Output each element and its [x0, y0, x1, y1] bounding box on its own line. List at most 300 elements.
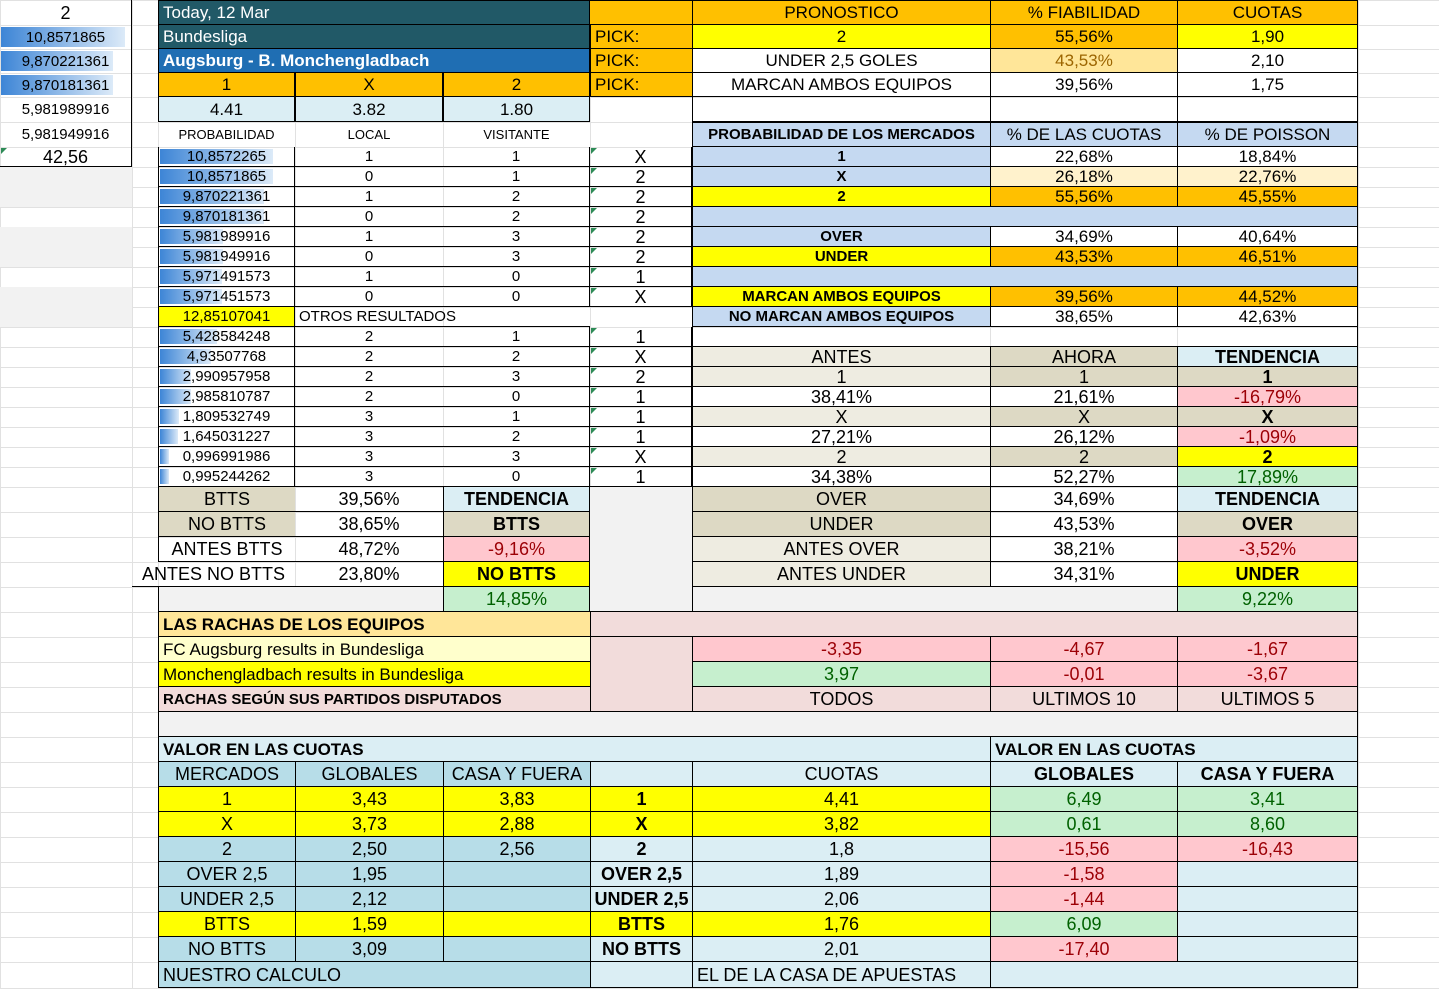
- prob-value[interactable]: [158, 327, 295, 347]
- tendencia-value[interactable]: [1177, 467, 1358, 487]
- prob-visitante[interactable]: [443, 387, 590, 407]
- valor-casa-fuera[interactable]: [443, 862, 590, 887]
- prob-result[interactable]: [590, 447, 692, 467]
- prob-visitante[interactable]: [443, 267, 590, 287]
- valor-mercado[interactable]: [158, 887, 295, 912]
- market-label[interactable]: [692, 307, 990, 327]
- ou-over-value[interactable]: [990, 487, 1177, 512]
- prob-result-text: X: [634, 447, 647, 467]
- valor-mercado[interactable]: [158, 787, 295, 812]
- empty-cell[interactable]: [692, 267, 1358, 287]
- empty-cell[interactable]: [443, 0, 590, 25]
- left-col-cell[interactable]: [0, 25, 132, 49]
- valor-global-pct[interactable]: [990, 912, 1177, 937]
- ou-under-value[interactable]: [990, 512, 1177, 537]
- nobtts-tendencia-value[interactable]: [443, 587, 590, 612]
- btts-tendencia-value[interactable]: [443, 537, 590, 562]
- btts-value[interactable]: [295, 487, 443, 512]
- data-bar: [160, 429, 178, 444]
- green-triangle-icon: [591, 148, 597, 154]
- valor-title-right[interactable]: [990, 737, 1358, 762]
- valor-global[interactable]: [295, 837, 443, 862]
- prob-visitante-text: 2: [511, 428, 521, 445]
- rachas-footer[interactable]: [158, 687, 590, 712]
- market-poisson[interactable]: [1177, 187, 1358, 207]
- valor-mercado[interactable]: [158, 862, 295, 887]
- prob-local[interactable]: [295, 227, 443, 247]
- empty-cell[interactable]: [590, 0, 692, 25]
- tendencia-value[interactable]: [1177, 427, 1358, 447]
- valor-global[interactable]: [295, 887, 443, 912]
- antes-btts-label-text: ANTES BTTS: [171, 539, 283, 559]
- market-poisson-text: 42,63%: [1238, 307, 1297, 326]
- market-cuotas[interactable]: [990, 227, 1177, 247]
- market-poisson[interactable]: [1177, 307, 1358, 327]
- markets-head[interactable]: [1177, 122, 1358, 147]
- valor-global-pct-text: -17,40: [1058, 939, 1110, 959]
- prob-local[interactable]: [295, 387, 443, 407]
- rachas-col-label[interactable]: [1177, 687, 1358, 712]
- odds-value[interactable]: [295, 97, 443, 122]
- header-match[interactable]: [158, 49, 590, 73]
- data-bar: [160, 409, 179, 424]
- valor-global-pct[interactable]: [990, 862, 1177, 887]
- prob-visitante[interactable]: [443, 227, 590, 247]
- valor-casa-fuera-pct[interactable]: [1177, 837, 1358, 862]
- rachas-team1-value[interactable]: [1177, 637, 1358, 662]
- prob-visitante-text: 1: [511, 328, 521, 345]
- prob-value[interactable]: [158, 307, 295, 327]
- prob-head[interactable]: [158, 122, 295, 147]
- ahora-value-text: 26,12%: [1053, 427, 1115, 447]
- prob-result[interactable]: [590, 407, 692, 427]
- prob-visitante[interactable]: [443, 287, 590, 307]
- valor-mercado-casa[interactable]: [590, 787, 692, 812]
- prob-visitante[interactable]: [443, 407, 590, 427]
- prob-result[interactable]: [590, 147, 692, 167]
- valor-global[interactable]: [295, 862, 443, 887]
- valor-cuota[interactable]: [692, 912, 990, 937]
- prob-value[interactable]: [158, 407, 295, 427]
- data-bar: [160, 449, 169, 464]
- antes-btts-label[interactable]: [158, 537, 295, 562]
- ou-over-label-text: OVER: [815, 489, 867, 509]
- valor-global-text: 3,09: [351, 939, 388, 959]
- empty-cell[interactable]: [1177, 97, 1358, 122]
- prob-local[interactable]: [295, 407, 443, 427]
- ahora-value[interactable]: [990, 447, 1177, 467]
- tendencia-value[interactable]: [1177, 447, 1358, 467]
- prob-value[interactable]: [158, 207, 295, 227]
- empty-cell[interactable]: [990, 962, 1358, 988]
- ou-antes-under-value[interactable]: [990, 562, 1177, 587]
- prob-value[interactable]: [158, 147, 295, 167]
- tendencia-value-text: 17,89%: [1236, 467, 1299, 487]
- antes-value-text: X: [835, 407, 848, 427]
- prob-result[interactable]: [590, 347, 692, 367]
- ahora-value[interactable]: [990, 427, 1177, 447]
- left-col-cell[interactable]: [0, 73, 132, 97]
- market-label[interactable]: [692, 187, 990, 207]
- odds-label[interactable]: [158, 73, 295, 97]
- ahora-value-text: 2: [1078, 447, 1089, 467]
- prob-local[interactable]: [295, 167, 443, 187]
- ahora-value[interactable]: [990, 407, 1177, 427]
- prob-local[interactable]: [295, 207, 443, 227]
- antes-head[interactable]: [692, 347, 990, 367]
- valor-casa-fuera-pct[interactable]: [1177, 862, 1358, 887]
- antes-value[interactable]: [692, 367, 990, 387]
- ou-under-label-text: UNDER: [809, 514, 874, 534]
- ahora-value[interactable]: [990, 387, 1177, 407]
- ou-under-label[interactable]: [692, 512, 990, 537]
- valor-title-right-text: VALOR EN LAS CUOTAS: [995, 739, 1196, 759]
- rachas-team2[interactable]: [158, 662, 590, 687]
- antes-nobtts-label[interactable]: [132, 562, 295, 587]
- valor-cuota-text: 4,41: [823, 789, 860, 809]
- ou-tendencia-over[interactable]: [1177, 512, 1358, 537]
- market-label[interactable]: [692, 287, 990, 307]
- btts-label[interactable]: [158, 487, 295, 512]
- prob-value[interactable]: [158, 347, 295, 367]
- prob-local-text: 3: [364, 408, 374, 425]
- rachas-title[interactable]: [158, 612, 590, 637]
- valor-cuota[interactable]: [692, 812, 990, 837]
- prob-local[interactable]: [295, 267, 443, 287]
- nobtts-label[interactable]: [158, 512, 295, 537]
- empty-cell[interactable]: [590, 612, 1358, 637]
- antes-value[interactable]: [692, 467, 990, 487]
- antes-head[interactable]: [1177, 347, 1358, 367]
- tendencia-value[interactable]: [1177, 407, 1358, 427]
- pick-fiabilidad[interactable]: [990, 73, 1177, 97]
- empty-cell[interactable]: [692, 327, 1358, 347]
- valor-casa-fuera-pct[interactable]: [1177, 887, 1358, 912]
- prob-visitante[interactable]: [443, 187, 590, 207]
- market-poisson[interactable]: [1177, 227, 1358, 247]
- pick-cuota[interactable]: [1177, 25, 1358, 49]
- valor-head[interactable]: [158, 762, 295, 787]
- empty-cell[interactable]: [295, 0, 443, 25]
- prob-local[interactable]: [295, 327, 443, 347]
- ou-over-label[interactable]: [692, 487, 990, 512]
- tendencia-value[interactable]: [1177, 387, 1358, 407]
- prob-local[interactable]: [295, 187, 443, 207]
- valor-casa-fuera[interactable]: [443, 837, 590, 862]
- prob-result-text: 2: [635, 207, 646, 227]
- valor-mercado-casa[interactable]: [590, 912, 692, 937]
- pick-value[interactable]: [692, 25, 990, 49]
- market-poisson[interactable]: [1177, 167, 1358, 187]
- empty-cell[interactable]: [590, 962, 692, 988]
- prob-visitante[interactable]: [443, 327, 590, 347]
- prob-result[interactable]: [590, 187, 692, 207]
- valor-global-pct[interactable]: [990, 837, 1177, 862]
- market-cuotas[interactable]: [990, 247, 1177, 267]
- prob-visitante[interactable]: [443, 467, 590, 487]
- prob-visitante[interactable]: [443, 247, 590, 267]
- prob-local[interactable]: [295, 447, 443, 467]
- prob-result[interactable]: [590, 327, 692, 347]
- valor-mercado-text: X: [220, 814, 233, 834]
- valor-cuota-text: 1,76: [823, 914, 860, 934]
- nobtts-value[interactable]: [295, 512, 443, 537]
- empty-cell[interactable]: [0, 167, 132, 207]
- valor-global[interactable]: [295, 912, 443, 937]
- valor-casa-fuera[interactable]: [443, 812, 590, 837]
- pick-value[interactable]: [692, 49, 990, 73]
- prob-value[interactable]: [158, 247, 295, 267]
- prob-visitante[interactable]: [443, 447, 590, 467]
- valor-global-pct[interactable]: [990, 937, 1177, 962]
- antes-value[interactable]: [692, 447, 990, 467]
- valor-casa-fuera-pct[interactable]: [1177, 912, 1358, 937]
- pick-cuota[interactable]: [1177, 49, 1358, 73]
- valor-mercado-casa[interactable]: [590, 837, 692, 862]
- antes-value[interactable]: [692, 387, 990, 407]
- market-label[interactable]: [692, 247, 990, 267]
- tendencia-value[interactable]: [1177, 367, 1358, 387]
- valor-mercado-casa[interactable]: [590, 862, 692, 887]
- btts-value-text: 39,56%: [338, 489, 400, 509]
- prob-value[interactable]: [158, 167, 295, 187]
- pick-label[interactable]: [590, 49, 692, 73]
- valor-cuota[interactable]: [692, 862, 990, 887]
- left-col-cell[interactable]: [0, 97, 132, 122]
- prob-result-text: 2: [635, 187, 646, 207]
- prob-local[interactable]: [295, 147, 443, 167]
- header-league[interactable]: [158, 25, 590, 49]
- rachas-team2-value[interactable]: [990, 662, 1177, 687]
- empty-cell[interactable]: [590, 487, 692, 612]
- prob-local-text: 0: [364, 168, 374, 185]
- valor-title-left[interactable]: [158, 737, 990, 762]
- valor-footer-mid[interactable]: [692, 962, 990, 988]
- ou-antes-over-label[interactable]: [692, 537, 990, 562]
- prob-result[interactable]: [590, 207, 692, 227]
- prob-visitante[interactable]: [443, 427, 590, 447]
- antes-head[interactable]: [990, 347, 1177, 367]
- odds-value[interactable]: [443, 97, 590, 122]
- prob-visitante[interactable]: [443, 347, 590, 367]
- prob-value[interactable]: [158, 427, 295, 447]
- valor-casa-fuera[interactable]: [443, 787, 590, 812]
- valor-global[interactable]: [295, 937, 443, 962]
- odds-label[interactable]: [443, 73, 590, 97]
- valor-global-pct[interactable]: [990, 787, 1177, 812]
- prob-value[interactable]: [158, 387, 295, 407]
- header-date[interactable]: [158, 0, 295, 25]
- market-label[interactable]: [692, 167, 990, 187]
- prob-value[interactable]: [158, 447, 295, 467]
- valor-global-pct[interactable]: [990, 812, 1177, 837]
- rachas-team1-value[interactable]: [990, 637, 1177, 662]
- market-poisson[interactable]: [1177, 247, 1358, 267]
- valor-casa-fuera[interactable]: [443, 912, 590, 937]
- valor-casa-fuera-pct[interactable]: [1177, 812, 1358, 837]
- odds-label[interactable]: [295, 73, 443, 97]
- prob-value[interactable]: [158, 267, 295, 287]
- valor-casa-fuera-pct[interactable]: [1177, 937, 1358, 962]
- prob-local[interactable]: [295, 427, 443, 447]
- valor-mercado[interactable]: [158, 937, 295, 962]
- prob-visitante-text: 1: [511, 148, 521, 165]
- rachas-team2-value[interactable]: [692, 662, 990, 687]
- valor-head-text: CASA Y FUERA: [1200, 764, 1335, 784]
- valor-cuota[interactable]: [692, 837, 990, 862]
- empty-cell[interactable]: [158, 712, 1358, 737]
- valor-cuota[interactable]: [692, 887, 990, 912]
- pick-label[interactable]: [590, 73, 692, 97]
- ou-antes-over-value[interactable]: [990, 537, 1177, 562]
- prob-value-text: 1,809532749: [182, 408, 271, 425]
- prob-value[interactable]: [158, 467, 295, 487]
- prob-local[interactable]: [295, 367, 443, 387]
- valor-mercado-casa[interactable]: [590, 887, 692, 912]
- left-col-cell[interactable]: [0, 49, 132, 73]
- btts-tendencia-head[interactable]: [443, 487, 590, 512]
- prob-value[interactable]: [158, 187, 295, 207]
- empty-cell[interactable]: [590, 637, 692, 712]
- rachas-team2-value[interactable]: [1177, 662, 1358, 687]
- empty-cell[interactable]: [990, 97, 1177, 122]
- valor-mercado-casa[interactable]: [590, 937, 692, 962]
- empty-cell[interactable]: [692, 97, 990, 122]
- prob-value-text: 10,8571865: [186, 168, 267, 185]
- market-cuotas[interactable]: [990, 287, 1177, 307]
- valor-casa-fuera[interactable]: [443, 887, 590, 912]
- ahora-value[interactable]: [990, 367, 1177, 387]
- ou-tendencia-value[interactable]: [1177, 537, 1358, 562]
- picks-head[interactable]: [990, 0, 1177, 25]
- pick-label-text: PICK:: [595, 51, 640, 70]
- market-cuotas[interactable]: [990, 147, 1177, 167]
- antes-btts-value[interactable]: [295, 537, 443, 562]
- market-poisson[interactable]: [1177, 147, 1358, 167]
- prob-value[interactable]: [158, 227, 295, 247]
- prob-visitante[interactable]: [443, 147, 590, 167]
- valor-mercado[interactable]: [158, 912, 295, 937]
- prob-local[interactable]: [295, 247, 443, 267]
- picks-head[interactable]: [1177, 0, 1358, 25]
- prob-result-text: 2: [635, 227, 646, 247]
- antes-value[interactable]: [692, 427, 990, 447]
- prob-result[interactable]: [590, 167, 692, 187]
- valor-cuota[interactable]: [692, 937, 990, 962]
- ou-tendencia-value-2[interactable]: [1177, 587, 1358, 612]
- prob-head[interactable]: [443, 122, 590, 147]
- pick-cuota[interactable]: [1177, 73, 1358, 97]
- pick-fiabilidad[interactable]: [990, 49, 1177, 73]
- valor-global[interactable]: [295, 787, 443, 812]
- market-poisson[interactable]: [1177, 287, 1358, 307]
- market-cuotas[interactable]: [990, 307, 1177, 327]
- valor-global[interactable]: [295, 812, 443, 837]
- left-col-cell[interactable]: [0, 147, 132, 167]
- rachas-col-label[interactable]: [990, 687, 1177, 712]
- prob-result[interactable]: [590, 287, 692, 307]
- valor-cuota-text: 2,06: [823, 889, 860, 909]
- pick-label[interactable]: [590, 25, 692, 49]
- pick-fiabilidad[interactable]: [990, 25, 1177, 49]
- market-cuotas[interactable]: [990, 167, 1177, 187]
- markets-head[interactable]: [692, 122, 990, 147]
- prob-result[interactable]: [590, 247, 692, 267]
- prob-local[interactable]: [295, 347, 443, 367]
- prob-visitante[interactable]: [443, 167, 590, 187]
- pick-value[interactable]: [692, 73, 990, 97]
- valor-head[interactable]: [295, 762, 443, 787]
- rachas-team1[interactable]: [158, 637, 590, 662]
- valor-head[interactable]: [590, 762, 692, 787]
- rachas-team1-value[interactable]: [692, 637, 990, 662]
- left-col-cell[interactable]: [0, 122, 132, 147]
- market-cuotas[interactable]: [990, 187, 1177, 207]
- ou-tendencia-under[interactable]: [1177, 562, 1358, 587]
- valor-casa-fuera-pct[interactable]: [1177, 787, 1358, 812]
- ou-antes-under-label[interactable]: [692, 562, 990, 587]
- prob-result[interactable]: [590, 387, 692, 407]
- prob-value[interactable]: [158, 287, 295, 307]
- market-label[interactable]: [692, 227, 990, 247]
- valor-global-pct[interactable]: [990, 887, 1177, 912]
- prob-value[interactable]: [158, 367, 295, 387]
- picks-head[interactable]: [692, 0, 990, 25]
- empty-cell[interactable]: [0, 227, 132, 267]
- nobtts-tendencia[interactable]: [443, 562, 590, 587]
- rachas-col-label[interactable]: [692, 687, 990, 712]
- prob-local[interactable]: [295, 287, 443, 307]
- prob-result[interactable]: [590, 367, 692, 387]
- empty-cell[interactable]: [692, 587, 1177, 612]
- prob-result[interactable]: [590, 467, 692, 487]
- prob-head[interactable]: [295, 122, 443, 147]
- ou-tendencia-head[interactable]: [1177, 487, 1358, 512]
- antes-value[interactable]: [692, 407, 990, 427]
- prob-other-label[interactable]: [295, 307, 590, 327]
- ahora-value[interactable]: [990, 467, 1177, 487]
- antes-nobtts-value[interactable]: [295, 562, 443, 587]
- valor-head[interactable]: [443, 762, 590, 787]
- valor-cuota[interactable]: [692, 787, 990, 812]
- prob-result[interactable]: [590, 267, 692, 287]
- markets-head[interactable]: [990, 122, 1177, 147]
- valor-head[interactable]: [692, 762, 990, 787]
- prob-result[interactable]: [590, 227, 692, 247]
- valor-head[interactable]: [990, 762, 1177, 787]
- valor-head[interactable]: [1177, 762, 1358, 787]
- empty-cell[interactable]: [158, 587, 443, 612]
- market-label[interactable]: [692, 147, 990, 167]
- left-col-cell[interactable]: [0, 0, 132, 25]
- market-poisson-text: 46,51%: [1238, 247, 1297, 266]
- valor-mercado[interactable]: [158, 812, 295, 837]
- ahora-value-text: X: [1077, 407, 1090, 427]
- odds-value[interactable]: [158, 97, 295, 122]
- empty-cell[interactable]: [0, 287, 132, 327]
- valor-footer-left[interactable]: [158, 962, 590, 988]
- valor-casa-fuera[interactable]: [443, 937, 590, 962]
- valor-mercado[interactable]: [158, 837, 295, 862]
- rachas-col-label-text: ULTIMOS 10: [1032, 689, 1136, 709]
- prob-visitante[interactable]: [443, 367, 590, 387]
- prob-local[interactable]: [295, 467, 443, 487]
- prob-visitante[interactable]: [443, 207, 590, 227]
- btts-tendencia[interactable]: [443, 512, 590, 537]
- prob-result[interactable]: [590, 427, 692, 447]
- empty-cell[interactable]: [692, 207, 1358, 227]
- valor-mercado-casa[interactable]: [590, 812, 692, 837]
